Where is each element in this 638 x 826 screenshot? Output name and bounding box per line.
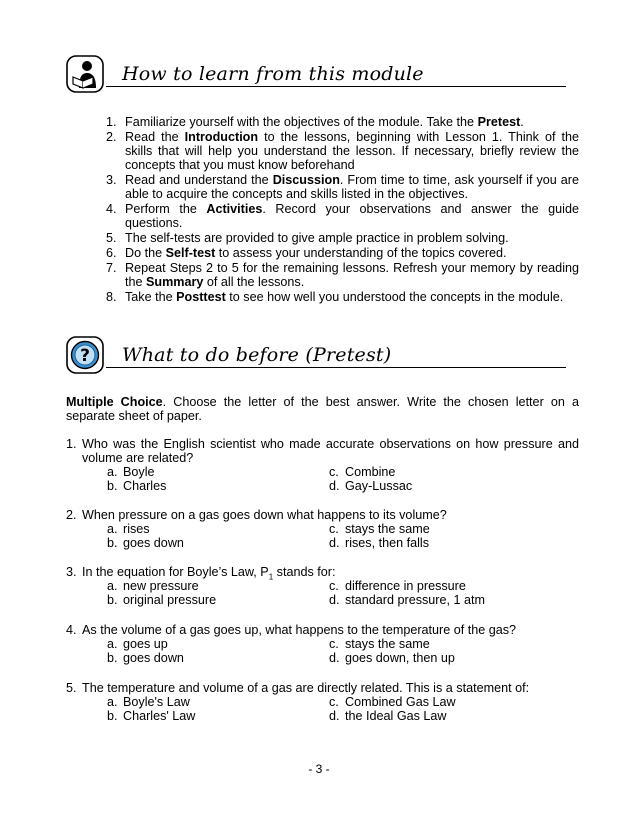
option-letter: a. <box>107 465 118 479</box>
answer-option <box>107 579 329 593</box>
answer-options <box>107 579 579 607</box>
answer-options <box>107 695 579 723</box>
step-text: . From time to time, ask yourself if you are able to acquire the concepts and skills listed in the objectives. <box>125 173 579 201</box>
answer-option <box>329 465 549 479</box>
answer-option <box>329 637 549 651</box>
question-text: stands for: <box>273 565 336 579</box>
question-1 <box>66 437 579 493</box>
step-text: Perform the <box>125 202 207 216</box>
option-letter: d. <box>329 709 340 723</box>
intro-text: . Choose the letter of the best answer. Write the chosen letter on a separate sheet of paper. <box>66 395 579 423</box>
option-text: goes up <box>123 637 168 651</box>
list-item <box>106 202 579 230</box>
pretest-instructions <box>66 395 579 423</box>
option-letter: d. <box>329 593 340 607</box>
step-text: of all the lessons. <box>203 275 305 289</box>
option-text: the Ideal Gas Law <box>345 709 447 723</box>
list-number: 4. <box>106 202 117 216</box>
list-number: 3. <box>106 173 117 187</box>
option-text: stays the same <box>345 637 430 651</box>
answer-option <box>329 536 549 550</box>
bold-term: Summary <box>146 275 204 289</box>
option-letter: b. <box>107 651 118 665</box>
option-letter: c. <box>329 465 339 479</box>
question-mark-icon <box>66 336 104 374</box>
answer-option <box>329 522 549 536</box>
step-text: Familiarize yourself with the objectives of the module. Take the <box>125 115 478 129</box>
step-text: Take the <box>125 290 177 304</box>
answer-option <box>107 522 329 536</box>
answer-option <box>329 593 549 607</box>
intro-bold: Multiple Choice <box>66 395 163 409</box>
answer-option <box>107 536 329 550</box>
question-stem <box>66 681 579 695</box>
option-letter: c. <box>329 637 339 651</box>
list-item <box>106 290 579 304</box>
answer-option <box>329 695 549 709</box>
question-text: As the volume of a gas goes up, what happens to the temperature of the gas? <box>82 623 517 637</box>
option-letter: a. <box>107 637 118 651</box>
option-text: Gay-Lussac <box>345 479 413 493</box>
question-text: Who was the English scientist who made accurate observations on how pressure and volume are related? <box>82 437 579 465</box>
question-text: In the equation for Boyle’s Law, P <box>82 565 269 579</box>
option-letter: c. <box>329 522 339 536</box>
answer-option <box>329 651 549 665</box>
option-letter: b. <box>107 709 118 723</box>
list-item <box>106 231 579 245</box>
heading-underline <box>106 86 566 87</box>
question-text: When pressure on a gas goes down what happens to its volume? <box>82 508 447 522</box>
question-3 <box>66 565 579 607</box>
option-text: Boyle's Law <box>123 695 190 709</box>
option-text: rises, then falls <box>345 536 429 550</box>
step-text: Repeat Steps 2 to 5 for the remaining lessons. Refresh your memory by reading the <box>125 261 579 289</box>
bold-term: Posttest <box>176 290 226 304</box>
list-item <box>106 130 579 172</box>
list-item <box>106 261 579 289</box>
answer-option <box>107 651 329 665</box>
question-text: The temperature and volume of a gas are directly related. This is a statement of: <box>82 681 530 695</box>
list-item <box>106 115 579 129</box>
option-text: Charles <box>123 479 167 493</box>
bold-term: Discussion <box>272 173 340 187</box>
question-stem <box>66 623 579 637</box>
answer-option <box>107 593 329 607</box>
option-text: Combined Gas Law <box>345 695 456 709</box>
question-number: 3. <box>66 565 77 579</box>
svg-text:?: ? <box>80 346 90 366</box>
heading-underline <box>106 367 566 368</box>
question-stem <box>66 437 579 465</box>
section-title: What to do before (Pretest) <box>122 344 392 366</box>
instruction-list <box>106 115 579 305</box>
option-letter: b. <box>107 593 118 607</box>
list-number: 7. <box>106 261 117 275</box>
person-reading-icon <box>66 55 104 93</box>
list-item <box>106 246 579 260</box>
option-text: new pressure <box>123 579 199 593</box>
option-letter: c. <box>329 695 339 709</box>
option-letter: b. <box>107 536 118 550</box>
answer-option <box>107 695 329 709</box>
answer-option <box>329 479 549 493</box>
bold-term: Activities <box>206 202 263 216</box>
answer-option <box>107 709 329 723</box>
option-text: Boyle <box>123 465 155 479</box>
step-text: . <box>520 115 524 129</box>
section-title: How to learn from this module <box>122 63 424 85</box>
option-text: standard pressure, 1 atm <box>345 593 486 607</box>
answer-option <box>107 465 329 479</box>
option-letter: d. <box>329 479 340 493</box>
question-stem <box>66 565 579 582</box>
step-text: . Record your observations and answer the guide questions. <box>125 202 579 230</box>
option-letter: c. <box>329 579 339 593</box>
step-text: to see how well you understood the concepts in the module. <box>225 290 564 304</box>
question-number: 5. <box>66 681 77 695</box>
answer-option <box>107 637 329 651</box>
bold-term: Self-test <box>165 246 216 260</box>
section-heading-how-to-learn <box>66 55 424 93</box>
answer-option <box>329 709 549 723</box>
question-stem <box>66 508 579 522</box>
answer-option <box>329 579 549 593</box>
bold-term: Introduction <box>184 130 259 144</box>
option-letter: b. <box>107 479 118 493</box>
list-number: 5. <box>106 231 117 245</box>
step-text: The self-tests are provided to give ample practice in problem solving. <box>125 231 509 245</box>
step-text: to the lessons, beginning with Lesson 1. Think of the skills that will help you understand the lesson. If necessary, briefly review the concepts that you must know beforehand <box>125 130 579 172</box>
list-item <box>106 173 579 201</box>
list-number: 8. <box>106 290 117 304</box>
section-heading-pretest <box>66 336 391 374</box>
option-letter: a. <box>107 522 118 536</box>
page-number: - 3 - <box>308 762 330 776</box>
bold-term: Pretest <box>477 115 521 129</box>
option-text: difference in pressure <box>345 579 466 593</box>
question-number: 4. <box>66 623 77 637</box>
option-text: goes down, then up <box>345 651 455 665</box>
option-text: stays the same <box>345 522 430 536</box>
step-text: Do the <box>125 246 166 260</box>
question-2 <box>66 508 579 550</box>
question-number: 1. <box>66 437 77 451</box>
option-text: Charles' Law <box>123 709 196 723</box>
option-letter: a. <box>107 579 118 593</box>
option-letter: a. <box>107 695 118 709</box>
step-text: Read and understand the <box>125 173 273 187</box>
step-text: to assess your understanding of the topics covered. <box>215 246 507 260</box>
option-text: Combine <box>345 465 396 479</box>
question-5 <box>66 681 579 723</box>
list-number: 2. <box>106 130 117 144</box>
option-letter: d. <box>329 651 340 665</box>
question-number: 2. <box>66 508 77 522</box>
option-text: rises <box>123 522 150 536</box>
question-4 <box>66 623 579 665</box>
option-text: original pressure <box>123 593 217 607</box>
option-text: goes down <box>123 536 184 550</box>
answer-options <box>107 637 579 665</box>
answer-options <box>107 465 579 493</box>
step-text: Read the <box>125 130 185 144</box>
answer-options <box>107 522 579 550</box>
answer-option <box>107 479 329 493</box>
option-text: goes down <box>123 651 184 665</box>
option-letter: d. <box>329 536 340 550</box>
list-number: 1. <box>106 115 117 129</box>
list-number: 6. <box>106 246 117 260</box>
subscript: 1 <box>268 572 274 582</box>
